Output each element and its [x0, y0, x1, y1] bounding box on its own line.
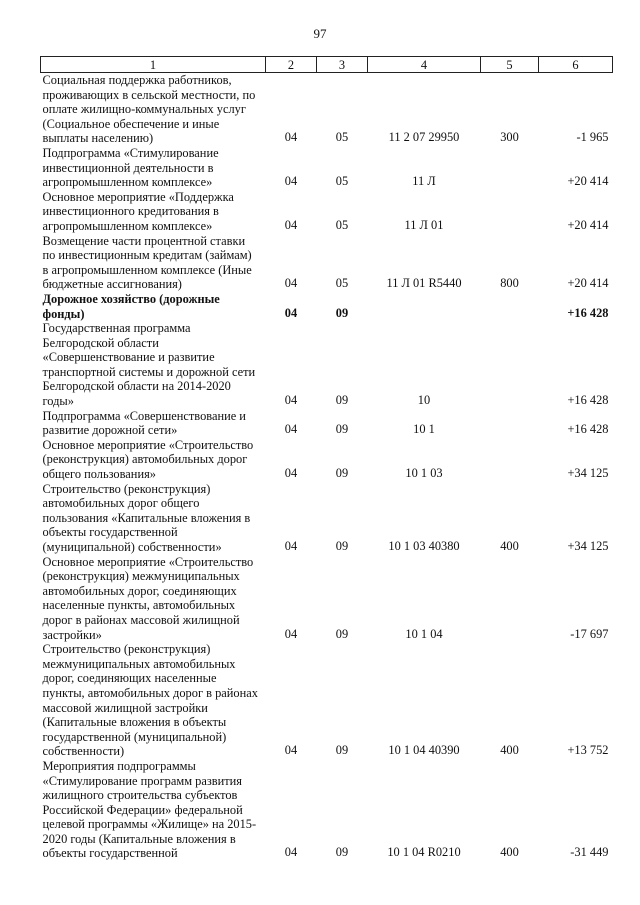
description-line: массовой жилищной застройки [42, 700, 208, 715]
subsection-code: 09 [335, 743, 349, 758]
section-code: 04 [284, 305, 298, 320]
subsection-code: 09 [335, 845, 349, 860]
description-line: Подпрограмма «Стимулирование [42, 145, 219, 160]
table-row [41, 190, 613, 234]
description-line: автомобильных дорог общего [42, 496, 200, 511]
amount-change: +20 414 [567, 276, 609, 291]
expense-type-code: 300 [500, 130, 519, 145]
subsection-code: 05 [335, 276, 349, 291]
row-description [41, 321, 266, 409]
description-line: Дорожное хозяйство (дорожные [42, 291, 220, 306]
description-line: (реконструкция) межмуниципальных [42, 569, 240, 584]
description-line: Строительство (реконструкция) [42, 481, 211, 496]
table-row [41, 555, 613, 643]
description-line: Государственная программа [42, 321, 191, 336]
subsection-code: 09 [335, 422, 349, 437]
description-line: проживающих в сельской местности, по [42, 87, 256, 102]
description-line: выплаты населению) [42, 131, 154, 146]
section-code: 04 [284, 539, 298, 553]
description-line: инвестиционного кредитования в [42, 204, 219, 219]
amount-change: +16 428 [567, 422, 609, 437]
description-line: годы» [42, 394, 74, 409]
table-row [41, 482, 613, 555]
description-line: транспортной системы и дорожной сети [42, 364, 256, 379]
amount-change: +20 414 [567, 217, 609, 232]
section-code: 04 [284, 217, 298, 232]
expense-type-code: 400 [500, 743, 519, 758]
row-description [41, 234, 266, 292]
table-row [41, 642, 613, 759]
description-line: Основное мероприятие «Строительство [42, 554, 254, 569]
col-header-2: 2 [266, 57, 317, 73]
description-line: «Стимулирование программ развития [42, 773, 242, 788]
description-line: «Совершенствование и развитие [42, 350, 215, 365]
section-code: 04 [284, 743, 298, 758]
description-line: фонды) [42, 306, 85, 321]
description-line: объекты государственной [42, 525, 178, 540]
target-article-code: 11 Л [412, 174, 436, 189]
description-line: (реконструкция) автомобильных дорог [42, 452, 248, 467]
expense-type-code [481, 438, 539, 482]
description-line: объекты государственной [42, 846, 178, 861]
target-article-code: 10 1 03 [405, 466, 443, 481]
col-header-5: 5 [481, 57, 539, 73]
table-row [41, 146, 613, 190]
subsection-code: 09 [335, 393, 349, 408]
section-code: 04 [284, 130, 298, 145]
description-line: Основное мероприятие «Строительство [42, 437, 254, 452]
description-line: целевой программы «Жилище» на 2015- [42, 817, 257, 832]
description-line: жилищного строительства субъектов [42, 788, 238, 803]
section-code: 04 [284, 174, 298, 189]
table-row [41, 73, 613, 146]
description-line: дорог, соединяющих населенные [42, 671, 217, 686]
amount-change: +13 752 [567, 743, 609, 758]
subsection-code: 09 [335, 305, 349, 320]
subsection-code: 09 [335, 466, 349, 481]
row-description [41, 438, 266, 482]
col-header-3: 3 [317, 57, 368, 73]
row-description [41, 759, 266, 861]
description-line: 2020 годы (Капитальные вложения в [42, 831, 236, 846]
description-line: (Социальное обеспечение и иные [42, 116, 220, 131]
col-header-6: 6 [539, 57, 613, 73]
amount-change: +20 414 [567, 174, 609, 189]
target-article-code: 11 Л 01 [404, 217, 444, 232]
section-code: 04 [284, 626, 298, 641]
section-code: 04 [284, 393, 298, 408]
table-row [41, 234, 613, 292]
description-line: Возмещение части процентной ставки [42, 233, 246, 248]
col-header-1: 1 [41, 57, 266, 73]
table-row [41, 409, 613, 438]
table-row [41, 292, 613, 321]
target-article-code: 10 1 04 [405, 626, 443, 641]
description-line: государственной (муниципальной) [42, 729, 227, 744]
target-article-code: 11 2 07 29950 [388, 130, 460, 145]
row-description [41, 555, 266, 643]
page-number: 97 [313, 26, 327, 41]
description-line: Основное мероприятие «Поддержка [42, 189, 234, 204]
target-article-code: 10 1 04 R0210 [387, 845, 461, 860]
description-line: пользования «Капитальные вложения в [42, 510, 251, 525]
description-line: (Капитальные вложения в объекты [42, 715, 227, 730]
description-line: населенные пункты, автомобильных [42, 598, 236, 613]
subsection-code: 05 [335, 217, 349, 232]
subsection-code: 05 [335, 130, 349, 145]
target-article-code: 10 1 [413, 422, 435, 437]
description-line: бюджетные ассигнования) [42, 277, 182, 292]
target-article-code: 10 1 04 40390 [388, 743, 460, 758]
expense-type-code [481, 555, 539, 643]
description-line: агропромышленном комплексе» [42, 175, 213, 190]
section-code: 04 [284, 276, 298, 291]
description-line: общего пользования» [42, 467, 156, 482]
section-code: 04 [284, 466, 298, 481]
row-description [41, 190, 266, 234]
description-line: пункты, автомобильных дорог в районах [42, 685, 258, 700]
target-article-code: 11 Л 01 R5440 [386, 276, 462, 291]
description-line: собственности) [42, 744, 125, 759]
description-line: межмуниципальных автомобильных [42, 656, 236, 671]
section-code: 04 [284, 422, 298, 437]
description-line: Белгородской области [42, 335, 159, 350]
subsection-code: 09 [335, 539, 349, 553]
row-description [41, 409, 266, 438]
amount-change: -17 697 [570, 626, 609, 641]
row-description [41, 642, 266, 759]
description-line: по инвестиционным кредитам (займам) [42, 248, 252, 263]
expense-type-code [481, 321, 539, 409]
table-body [41, 73, 613, 862]
description-line: (муниципальной) собственности» [42, 540, 222, 554]
description-line: Подпрограмма «Совершенствование и [42, 408, 246, 423]
expense-type-code: 400 [500, 539, 519, 553]
description-line: в агропромышленном комплексе (Иные [42, 262, 252, 277]
subsection-code: 05 [335, 174, 349, 189]
amount-change: +34 125 [567, 539, 609, 553]
description-line: инвестиционной деятельности в [42, 160, 214, 175]
amount-change: +16 428 [567, 393, 609, 408]
amount-change: +34 125 [567, 466, 609, 481]
table-row [41, 438, 613, 482]
amount-change: +16 428 [567, 305, 609, 320]
expense-type-code [481, 146, 539, 190]
expense-type-code: 400 [500, 845, 519, 860]
amount-change: -31 449 [570, 845, 609, 860]
description-line: Социальная поддержка работников, [42, 73, 232, 87]
row-description [41, 292, 266, 321]
row-description [41, 482, 266, 555]
description-line: застройки» [42, 627, 102, 642]
budget-table [40, 56, 613, 861]
expense-type-code [481, 190, 539, 234]
amount-change: -1 965 [576, 130, 609, 145]
row-description [41, 73, 266, 146]
row-description [41, 146, 266, 190]
description-line: Строительство (реконструкция) [42, 642, 211, 657]
description-line: развитие дорожной сети» [42, 423, 178, 438]
description-line: оплате жилищно-коммунальных услуг [42, 102, 246, 117]
description-line: дорог в районах массовой жилищной [42, 612, 240, 627]
description-line: агропромышленном комплексе» [42, 218, 213, 233]
expense-type-code: 800 [500, 276, 519, 291]
description-line: Мероприятия подпрограммы [42, 758, 196, 773]
target-article-code: 10 [417, 393, 431, 408]
expense-type-code [481, 292, 539, 321]
target-article-code: 10 1 03 40380 [388, 539, 460, 553]
target-article-code [368, 292, 481, 321]
table-row [41, 321, 613, 409]
description-line: автомобильных дорог, соединяющих [42, 583, 237, 598]
description-line: Белгородской области на 2014-2020 [42, 379, 231, 394]
table-row [41, 759, 613, 861]
table-header-row [41, 57, 613, 73]
description-line: Российской Федерации» федеральной [42, 802, 243, 817]
section-code: 04 [284, 845, 298, 860]
expense-type-code [481, 409, 539, 438]
subsection-code: 09 [335, 626, 349, 641]
col-header-4: 4 [368, 57, 481, 73]
